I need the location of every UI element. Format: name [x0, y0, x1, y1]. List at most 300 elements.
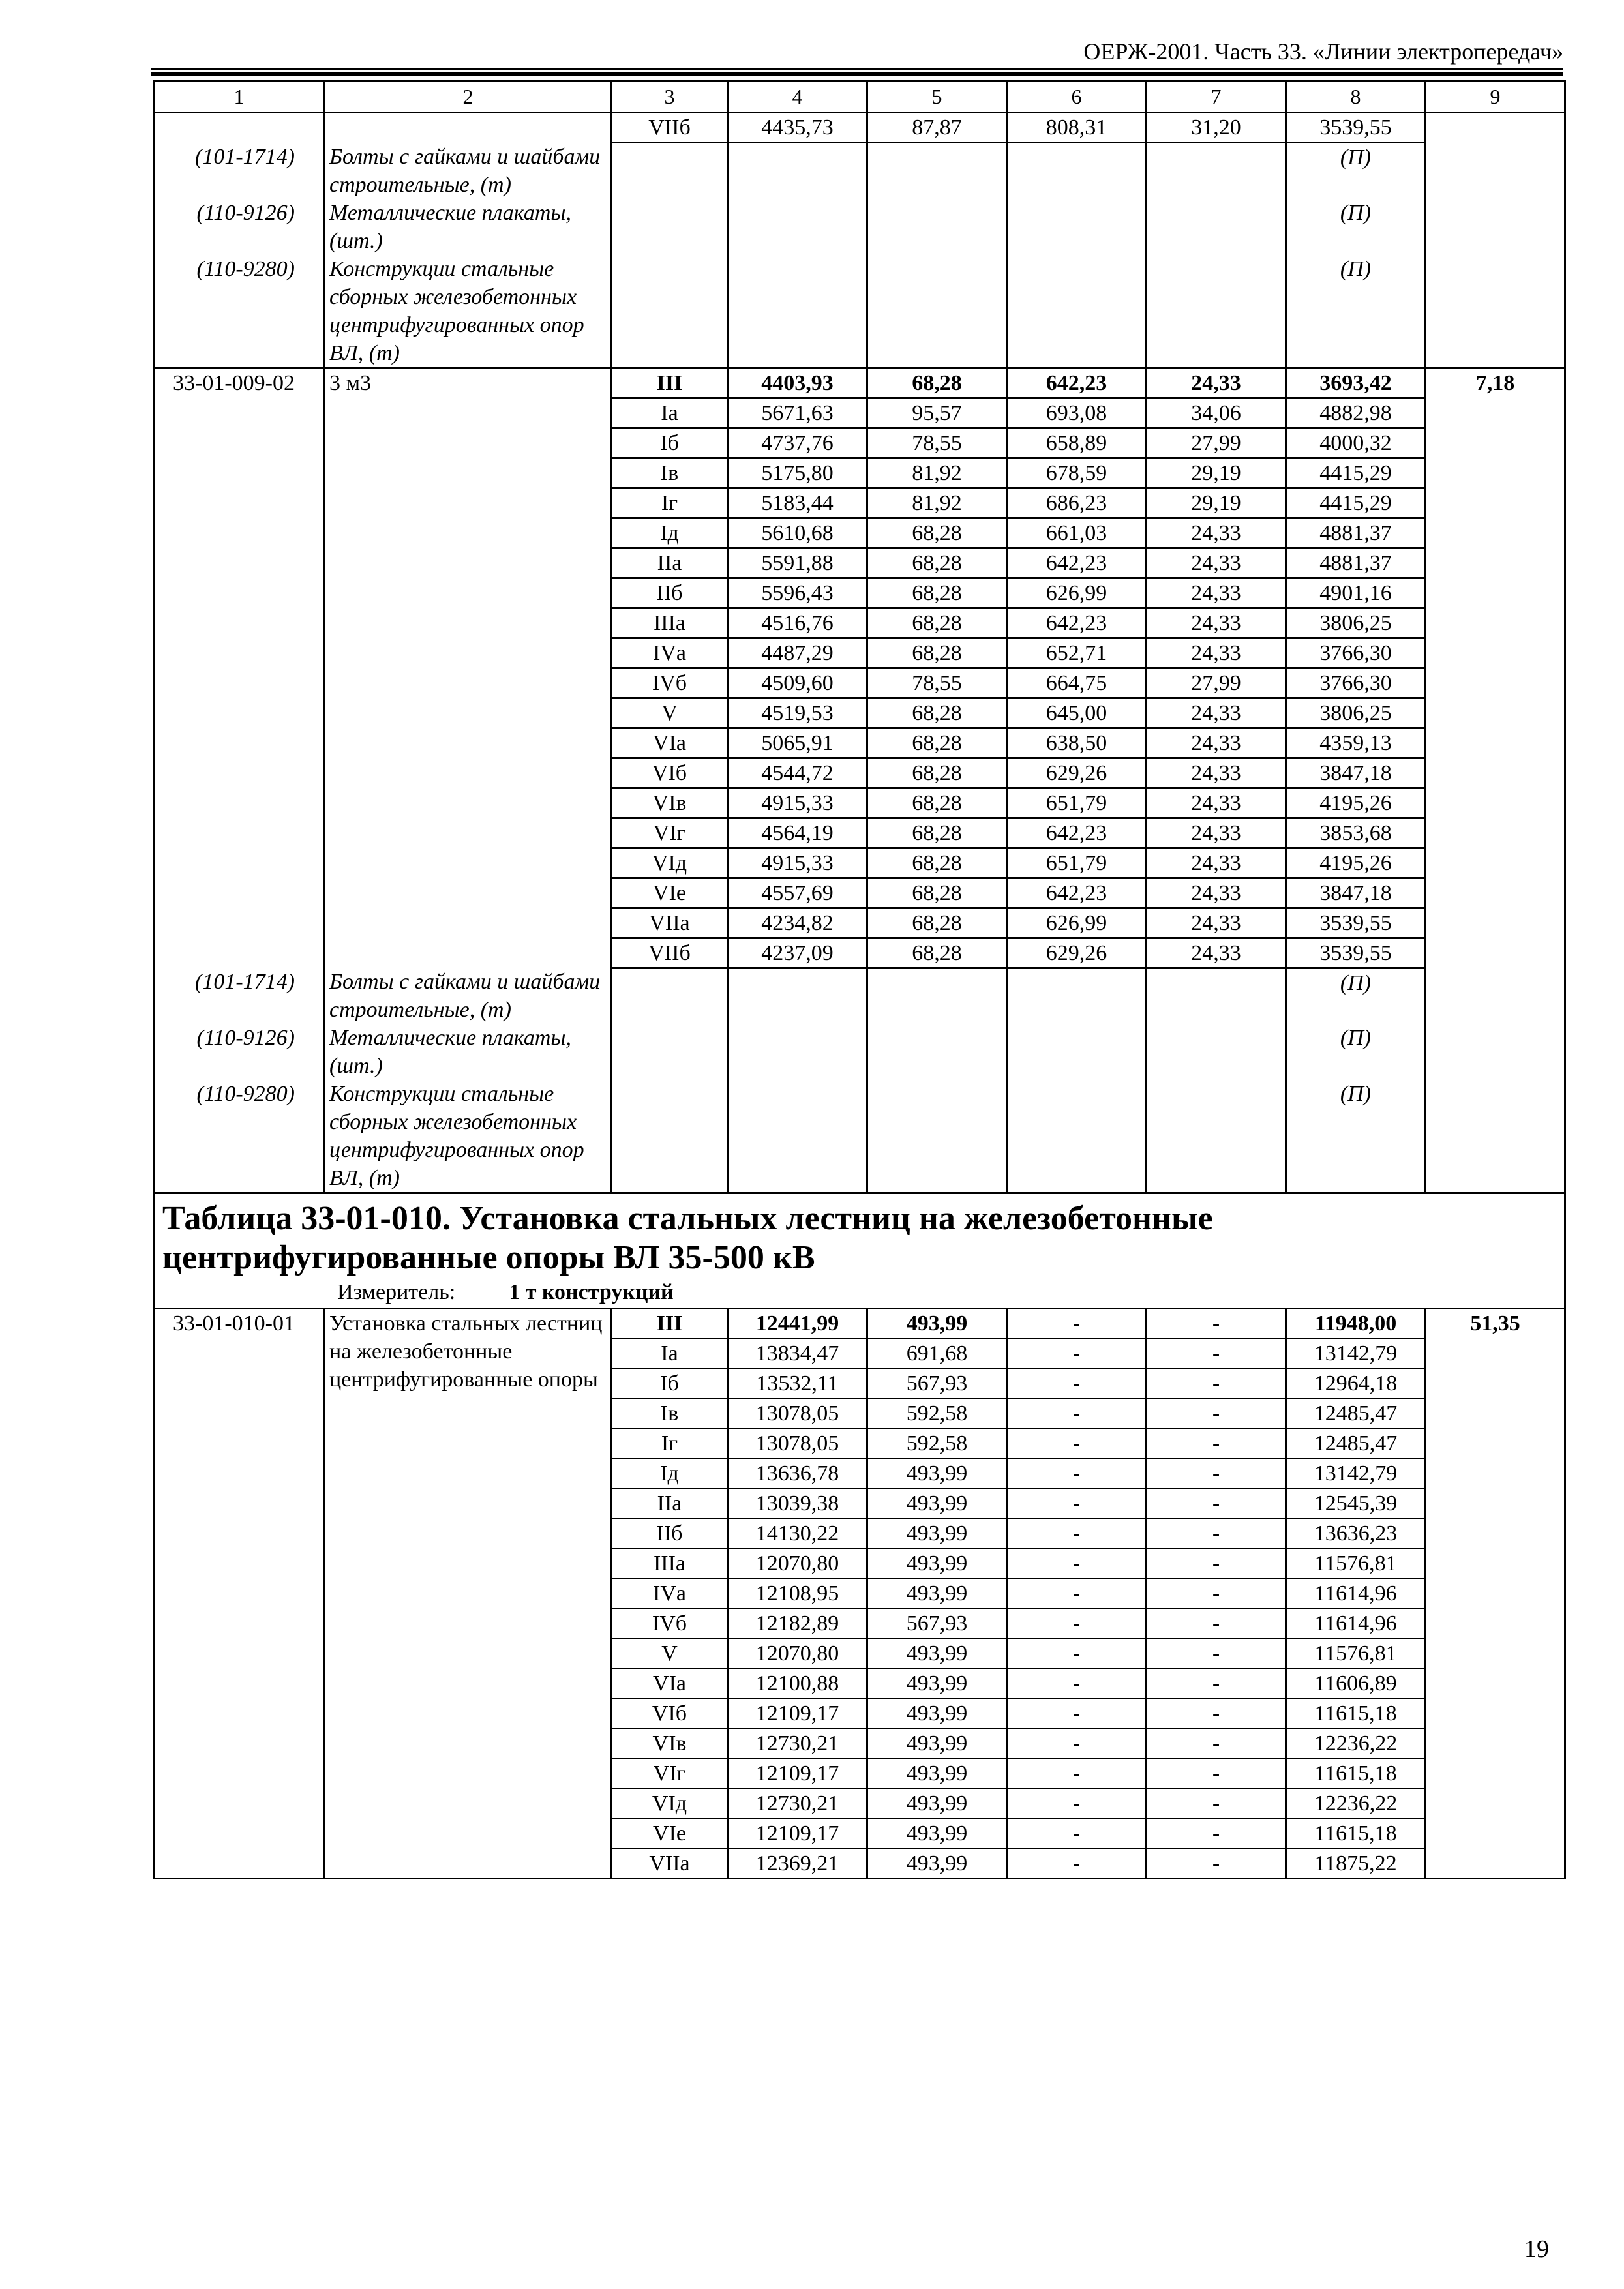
empty-cell [325, 728, 612, 758]
resource-mark: (П) [1286, 143, 1426, 199]
rate-row [154, 1639, 1565, 1669]
value-col8: 11948,00 [1286, 1309, 1426, 1339]
empty-cell [154, 1609, 325, 1639]
empty-cell [1426, 143, 1565, 199]
column-number-4: 4 [728, 81, 867, 113]
rate-row [154, 1549, 1565, 1579]
value-col6: - [1007, 1399, 1147, 1429]
zone-cell: IVб [612, 668, 728, 698]
empty-cell [1426, 578, 1565, 608]
rate-row [154, 1699, 1565, 1729]
empty-cell [154, 1519, 325, 1549]
value-col8: 4359,13 [1286, 728, 1426, 758]
value-col7: 27,99 [1147, 428, 1286, 458]
empty-cell [1426, 1759, 1565, 1789]
value-col5: 68,28 [867, 908, 1007, 938]
value-col8: 13636,23 [1286, 1519, 1426, 1549]
empty-cell [1426, 1080, 1565, 1193]
value-col6: 642,23 [1007, 608, 1147, 638]
empty-cell [1426, 458, 1565, 488]
zone-cell: VIIа [612, 908, 728, 938]
empty-cell [612, 1080, 728, 1193]
value-col8: 3693,42 [1286, 368, 1426, 398]
value-col4: 5183,44 [728, 488, 867, 518]
value-col6: - [1007, 1789, 1147, 1819]
zone-cell: VIг [612, 1759, 728, 1789]
value-col9: 7,18 [1426, 368, 1565, 398]
rate-row [154, 1669, 1565, 1699]
empty-cell [154, 788, 325, 818]
empty-cell [1426, 878, 1565, 908]
empty-cell [1426, 113, 1565, 143]
column-number-6: 6 [1007, 81, 1147, 113]
value-col6: - [1007, 1759, 1147, 1789]
value-col4: 4516,76 [728, 608, 867, 638]
zone-cell: III [612, 1309, 728, 1339]
value-col7: 24,33 [1147, 518, 1286, 548]
rate-row [154, 608, 1565, 638]
value-col8: 11576,81 [1286, 1639, 1426, 1669]
rate-row [154, 668, 1565, 698]
empty-cell [325, 1609, 612, 1639]
value-col5: 78,55 [867, 668, 1007, 698]
zone-cell: VIIа [612, 1849, 728, 1879]
empty-cell [1426, 848, 1565, 878]
value-col8: 4000,32 [1286, 428, 1426, 458]
value-col4: 4487,29 [728, 638, 867, 668]
empty-cell [1147, 1024, 1286, 1080]
empty-cell [325, 1429, 612, 1459]
value-col8: 11875,22 [1286, 1849, 1426, 1879]
value-col8: 12485,47 [1286, 1399, 1426, 1429]
empty-cell [154, 1429, 325, 1459]
value-col4: 4435,73 [728, 113, 867, 143]
value-col6: - [1007, 1699, 1147, 1729]
value-col4: 13039,38 [728, 1489, 867, 1519]
empty-cell [1426, 1489, 1565, 1519]
rate-row [154, 878, 1565, 908]
value-col8: 3539,55 [1286, 113, 1426, 143]
value-col4: 12070,80 [728, 1549, 867, 1579]
value-col5: 81,92 [867, 488, 1007, 518]
empty-cell [325, 1639, 612, 1669]
empty-cell [1007, 1080, 1147, 1193]
empty-cell [728, 1080, 867, 1193]
empty-cell [154, 1579, 325, 1609]
empty-cell [1426, 1519, 1565, 1549]
value-col5: 567,93 [867, 1369, 1007, 1399]
value-col7: 27,99 [1147, 668, 1286, 698]
zone-cell: IVа [612, 1579, 728, 1609]
rate-row [154, 1459, 1565, 1489]
empty-cell [612, 255, 728, 368]
value-col5: 592,58 [867, 1429, 1007, 1459]
value-col6: 626,99 [1007, 908, 1147, 938]
value-col5: 81,92 [867, 458, 1007, 488]
rate-row [154, 818, 1565, 848]
value-col5: 95,57 [867, 398, 1007, 428]
empty-cell [1007, 968, 1147, 1024]
value-col5: 493,99 [867, 1579, 1007, 1609]
empty-cell [325, 1789, 612, 1819]
empty-cell [1007, 255, 1147, 368]
empty-cell [154, 113, 325, 143]
value-col6: - [1007, 1519, 1147, 1549]
value-col7: - [1147, 1369, 1286, 1399]
empty-cell [1426, 728, 1565, 758]
empty-cell [325, 1849, 612, 1879]
value-col4: 13834,47 [728, 1339, 867, 1369]
empty-cell [1426, 1789, 1565, 1819]
empty-cell [1426, 788, 1565, 818]
value-col4: 12109,17 [728, 1819, 867, 1849]
empty-cell [325, 1399, 612, 1429]
rate-row [154, 548, 1565, 578]
value-col4: 12730,21 [728, 1729, 867, 1759]
value-col4: 5175,80 [728, 458, 867, 488]
empty-cell [154, 518, 325, 548]
empty-cell [325, 698, 612, 728]
value-col8: 12236,22 [1286, 1789, 1426, 1819]
zone-cell: VIв [612, 1729, 728, 1759]
empty-cell [154, 1819, 325, 1849]
empty-cell [325, 1729, 612, 1759]
value-col8: 13142,79 [1286, 1459, 1426, 1489]
empty-cell [325, 1669, 612, 1699]
rate-row [154, 698, 1565, 728]
zone-cell: Iа [612, 398, 728, 428]
empty-cell [154, 398, 325, 428]
empty-cell [325, 1519, 612, 1549]
value-col4: 13636,78 [728, 1459, 867, 1489]
zone-cell: Iд [612, 1459, 728, 1489]
rate-row [154, 1609, 1565, 1639]
value-col6: 642,23 [1007, 878, 1147, 908]
empty-cell [325, 1579, 612, 1609]
zone-cell: IVа [612, 638, 728, 668]
empty-cell [325, 1489, 612, 1519]
rate-code: 33-01-010-01 [154, 1309, 325, 1339]
value-col7: - [1147, 1609, 1286, 1639]
empty-cell [1426, 548, 1565, 578]
empty-cell [1426, 488, 1565, 518]
empty-cell [728, 199, 867, 255]
value-col5: 493,99 [867, 1309, 1007, 1339]
value-col4: 4237,09 [728, 938, 867, 968]
value-col4: 4519,53 [728, 698, 867, 728]
zone-cell: VIе [612, 1819, 728, 1849]
empty-cell [1426, 758, 1565, 788]
value-col4: 12730,21 [728, 1789, 867, 1819]
empty-cell [325, 848, 612, 878]
resource-row [154, 255, 1565, 368]
empty-cell [1426, 398, 1565, 428]
value-col5: 68,28 [867, 548, 1007, 578]
empty-cell [1426, 428, 1565, 458]
value-col7: - [1147, 1639, 1286, 1669]
value-col6: 642,23 [1007, 368, 1147, 398]
rate-row [154, 1759, 1565, 1789]
column-number-5: 5 [867, 81, 1007, 113]
rate-row [154, 1579, 1565, 1609]
rate-row [154, 728, 1565, 758]
value-col5: 68,28 [867, 368, 1007, 398]
empty-cell [1426, 1609, 1565, 1639]
empty-cell [325, 878, 612, 908]
value-col8: 11615,18 [1286, 1699, 1426, 1729]
resource-code: (110-9280) [154, 255, 325, 368]
empty-cell [1426, 668, 1565, 698]
empty-cell [1426, 1819, 1565, 1849]
zone-cell: Iг [612, 1429, 728, 1459]
value-col5: 493,99 [867, 1669, 1007, 1699]
value-col6: 664,75 [1007, 668, 1147, 698]
rate-row [154, 938, 1565, 968]
empty-cell [1426, 1549, 1565, 1579]
rate-row [154, 1489, 1565, 1519]
rates-table-body [154, 81, 1565, 1879]
zone-cell: VIа [612, 1669, 728, 1699]
page-number: 19 [1524, 2236, 1549, 2263]
value-col5: 68,28 [867, 788, 1007, 818]
empty-cell [325, 1549, 612, 1579]
empty-cell [154, 1669, 325, 1699]
table-unit [162, 1278, 1556, 1308]
empty-cell [154, 938, 325, 968]
empty-cell [867, 968, 1007, 1024]
value-col6: - [1007, 1369, 1147, 1399]
value-col7: 24,33 [1147, 728, 1286, 758]
value-col5: 68,28 [867, 518, 1007, 548]
value-col6: 808,31 [1007, 113, 1147, 143]
resource-row [154, 1080, 1565, 1193]
empty-cell [1426, 1579, 1565, 1609]
empty-cell [1426, 938, 1565, 968]
header-rule-thin [151, 68, 1563, 70]
value-col7: 29,19 [1147, 488, 1286, 518]
value-col7: - [1147, 1729, 1286, 1759]
value-col8: 12485,47 [1286, 1429, 1426, 1459]
value-col7: - [1147, 1489, 1286, 1519]
column-number-2: 2 [325, 81, 612, 113]
empty-cell [1007, 143, 1147, 199]
empty-cell [612, 968, 728, 1024]
value-col7: 31,20 [1147, 113, 1286, 143]
empty-cell [154, 758, 325, 788]
value-col4: 4564,19 [728, 818, 867, 848]
value-col8: 4901,16 [1286, 578, 1426, 608]
value-col5: 68,28 [867, 608, 1007, 638]
empty-cell [154, 1849, 325, 1879]
table-caption [154, 1193, 1565, 1309]
rates-table [153, 80, 1566, 1879]
empty-cell [325, 608, 612, 638]
rate-row [154, 578, 1565, 608]
zone-cell: VIд [612, 848, 728, 878]
empty-cell [1426, 1429, 1565, 1459]
resource-mark: (П) [1286, 199, 1426, 255]
value-col6: - [1007, 1459, 1147, 1489]
empty-cell [1426, 608, 1565, 638]
value-col8: 3806,25 [1286, 698, 1426, 728]
empty-cell [154, 908, 325, 938]
empty-cell [1007, 199, 1147, 255]
value-col6: 678,59 [1007, 458, 1147, 488]
value-col6: 626,99 [1007, 578, 1147, 608]
empty-cell [325, 518, 612, 548]
zone-cell: Iб [612, 428, 728, 458]
empty-cell [1426, 698, 1565, 728]
empty-cell [154, 1369, 325, 1399]
value-col7: - [1147, 1789, 1286, 1819]
value-col6: - [1007, 1609, 1147, 1639]
empty-cell [1426, 1339, 1565, 1369]
value-col6: - [1007, 1429, 1147, 1459]
value-col7: 24,33 [1147, 368, 1286, 398]
value-col8: 11615,18 [1286, 1819, 1426, 1849]
rate-row [154, 113, 1565, 143]
value-col8: 3539,55 [1286, 938, 1426, 968]
rate-row [154, 788, 1565, 818]
table-caption-title: Таблица 33-01-010. Установка стальных лестниц на железобетонные центрифугированные опоры ВЛ 35-500 кВ [162, 1200, 1213, 1276]
value-col8: 3847,18 [1286, 878, 1426, 908]
rate-row [154, 458, 1565, 488]
value-col7: 24,33 [1147, 578, 1286, 608]
value-col7: 24,33 [1147, 938, 1286, 968]
rate-row [154, 758, 1565, 788]
value-col8: 4881,37 [1286, 518, 1426, 548]
empty-cell [1426, 908, 1565, 938]
column-number-9: 9 [1426, 81, 1565, 113]
rate-row [154, 848, 1565, 878]
rate-row [154, 428, 1565, 458]
value-col5: 68,28 [867, 938, 1007, 968]
rate-row [154, 1819, 1565, 1849]
value-col4: 12108,95 [728, 1579, 867, 1609]
value-col8: 3766,30 [1286, 638, 1426, 668]
resource-code: (110-9126) [154, 1024, 325, 1080]
empty-cell [325, 113, 612, 143]
empty-cell [1426, 818, 1565, 848]
empty-cell [154, 1639, 325, 1669]
value-col7: 34,06 [1147, 398, 1286, 428]
empty-cell [1147, 199, 1286, 255]
value-col5: 68,28 [867, 758, 1007, 788]
empty-cell [1426, 255, 1565, 368]
empty-cell [154, 1339, 325, 1369]
rate-row [154, 1729, 1565, 1759]
value-col6: 686,23 [1007, 488, 1147, 518]
value-col5: 68,28 [867, 578, 1007, 608]
resource-code: (101-1714) [154, 968, 325, 1024]
zone-cell: VIб [612, 1699, 728, 1729]
resource-row [154, 199, 1565, 255]
empty-cell [154, 638, 325, 668]
value-col6: - [1007, 1549, 1147, 1579]
value-col5: 68,28 [867, 878, 1007, 908]
value-col7: 24,33 [1147, 818, 1286, 848]
empty-cell [154, 728, 325, 758]
value-col5: 493,99 [867, 1789, 1007, 1819]
empty-cell [325, 1759, 612, 1789]
empty-cell [154, 428, 325, 458]
empty-cell [1426, 1669, 1565, 1699]
empty-cell [612, 199, 728, 255]
value-col6: 693,08 [1007, 398, 1147, 428]
zone-cell: Iд [612, 518, 728, 548]
value-col5: 567,93 [867, 1609, 1007, 1639]
rate-row [154, 518, 1565, 548]
empty-cell [325, 1819, 612, 1849]
value-col4: 4234,82 [728, 908, 867, 938]
empty-cell [325, 788, 612, 818]
rate-name-text: Установка стальных лестниц на железобетонные центрифугированные опоры [329, 1311, 603, 1392]
empty-cell [154, 1699, 325, 1729]
empty-cell [1007, 1024, 1147, 1080]
value-col7: - [1147, 1459, 1286, 1489]
empty-cell [867, 143, 1007, 199]
empty-cell [325, 908, 612, 938]
resource-row [154, 1024, 1565, 1080]
empty-cell [154, 1729, 325, 1759]
zone-cell: Iв [612, 1399, 728, 1429]
value-col5: 493,99 [867, 1459, 1007, 1489]
value-col4: 5610,68 [728, 518, 867, 548]
value-col8: 4415,29 [1286, 458, 1426, 488]
empty-cell [867, 199, 1007, 255]
rate-row [154, 908, 1565, 938]
empty-cell [325, 1459, 612, 1489]
value-col7: 24,33 [1147, 848, 1286, 878]
value-col6: - [1007, 1819, 1147, 1849]
value-col7: - [1147, 1579, 1286, 1609]
value-col8: 4415,29 [1286, 488, 1426, 518]
value-col5: 68,28 [867, 848, 1007, 878]
empty-cell [1147, 968, 1286, 1024]
empty-cell [1426, 1369, 1565, 1399]
empty-cell [1426, 638, 1565, 668]
resource-mark: (П) [1286, 968, 1426, 1024]
value-col7: - [1147, 1819, 1286, 1849]
value-col8: 3847,18 [1286, 758, 1426, 788]
value-col4: 13078,05 [728, 1399, 867, 1429]
zone-cell: VIв [612, 788, 728, 818]
value-col4: 14130,22 [728, 1519, 867, 1549]
value-col7: - [1147, 1309, 1286, 1339]
value-col7: 24,33 [1147, 698, 1286, 728]
value-col8: 11606,89 [1286, 1669, 1426, 1699]
value-col6: - [1007, 1639, 1147, 1669]
empty-cell [325, 638, 612, 668]
empty-cell [154, 1759, 325, 1789]
value-col6: 629,26 [1007, 938, 1147, 968]
rate-name-text: 3 м3 [329, 370, 372, 395]
column-number-8: 8 [1286, 81, 1426, 113]
value-col4: 12070,80 [728, 1639, 867, 1669]
empty-cell [867, 255, 1007, 368]
empty-cell [1147, 143, 1286, 199]
value-col4: 13532,11 [728, 1369, 867, 1399]
value-col8: 3806,25 [1286, 608, 1426, 638]
empty-cell [728, 1024, 867, 1080]
value-col7: 29,19 [1147, 458, 1286, 488]
value-col4: 4403,93 [728, 368, 867, 398]
empty-cell [1426, 1639, 1565, 1669]
value-col4: 4544,72 [728, 758, 867, 788]
value-col7: - [1147, 1699, 1286, 1729]
resource-name: Металлические плакаты, (шт.) [325, 1024, 612, 1080]
value-col8: 3853,68 [1286, 818, 1426, 848]
